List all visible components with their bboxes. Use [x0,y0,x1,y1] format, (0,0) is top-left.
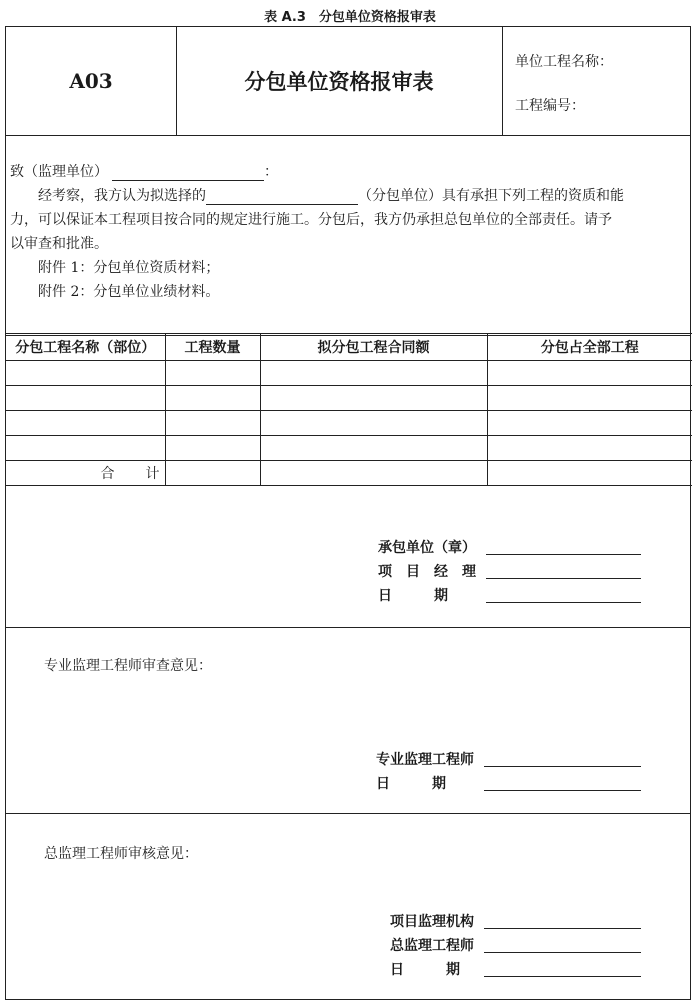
table-cell[interactable] [260,436,487,461]
chief-opinion-label: 总监理工程师审核意见： [44,846,198,862]
table-cell[interactable] [6,361,165,386]
col-header-percentage: 分包占全部工程 [487,334,692,361]
project-number-label: 工程编号： [515,98,585,114]
statement-line-1 [38,185,624,205]
table-cell[interactable] [487,361,692,386]
total-quantity-cell[interactable] [165,461,260,486]
statement-part-a: 经考察，我方认为拟选择的 [38,188,206,204]
supervision-agency-field[interactable] [484,927,641,929]
attachment-1: 附件 1：分包单位资质材料； [38,260,220,276]
form-header [6,27,690,136]
supervisor-unit-field[interactable] [112,166,264,181]
col-header-work-name: 分包工程名称（部位） [6,334,165,361]
specialist-engineer-label: 专业监理工程师 [376,752,474,768]
specialist-opinion-label: 专业监理工程师审查意见： [44,658,212,674]
attachment-2: 附件 2：分包单位业绩材料。 [38,284,220,300]
table-cell[interactable] [165,361,260,386]
contractor-date-field[interactable] [486,601,641,603]
addressee-colon: ： [264,164,278,180]
table-cell[interactable] [165,386,260,411]
chief-engineer-label: 总监理工程师 [390,938,474,954]
project-manager-field[interactable] [486,577,641,579]
chief-review-section [6,813,690,999]
application-text [6,135,690,336]
contractor-signature-section [6,485,690,628]
statement-line-2: 力，可以保证本工程项目按合同的规定进行施工。分包后，我方仍承担总包单位的全部责任。请予 [10,212,612,228]
table-cell[interactable] [6,386,165,411]
chief-date-label: 日 期 [390,962,460,978]
form-code: A03 [6,27,177,135]
total-label: 合 计 [6,461,165,486]
subcontractor-name-field[interactable] [206,190,358,205]
table-cell[interactable] [6,436,165,461]
chief-engineer-field[interactable] [484,951,641,953]
statement-part-b: （分包单位）具有承担下列工程的资质和能 [358,188,624,204]
project-manager-label: 项 目 经 理 [378,564,476,580]
addressee-label: 致（监理单位） [10,164,108,180]
table-cell[interactable] [260,361,487,386]
table-cell[interactable] [487,386,692,411]
table-cell[interactable] [165,411,260,436]
specialist-date-label: 日 期 [376,776,446,792]
table-row [6,361,692,386]
subcontract-table [6,333,690,486]
specialist-review-section [6,627,690,814]
total-amount-cell[interactable] [260,461,487,486]
statement-line-3: 以审查和批准。 [10,236,108,252]
supervision-agency-label: 项目监理机构 [390,914,474,930]
chief-date-field[interactable] [484,975,641,977]
specialist-engineer-field[interactable] [484,765,641,767]
table-cell[interactable] [487,436,692,461]
table-caption: 表 A.3 分包单位资格报审表 [264,10,436,25]
table-cell[interactable] [260,411,487,436]
table-cell[interactable] [260,386,487,411]
form-title: 分包单位资格报审表 [176,27,503,135]
form-frame [5,26,691,1000]
col-header-contract-amount: 拟分包工程合同额 [260,334,487,361]
contractor-seal-field[interactable] [486,553,641,555]
specialist-date-field[interactable] [484,789,641,791]
table-total-row [6,461,692,486]
table-cell[interactable] [6,411,165,436]
addressee-line [10,161,278,181]
table-cell[interactable] [487,411,692,436]
total-percentage-cell[interactable] [487,461,692,486]
contractor-date-label: 日 期 [378,588,448,604]
unit-project-name-label: 单位工程名称： [515,54,613,70]
table-row [6,436,692,461]
table-header-row [6,334,692,361]
contractor-seal-label: 承包单位（章） [378,540,476,556]
table-row [6,386,692,411]
col-header-quantity: 工程数量 [165,334,260,361]
table-cell[interactable] [165,436,260,461]
table-row [6,411,692,436]
